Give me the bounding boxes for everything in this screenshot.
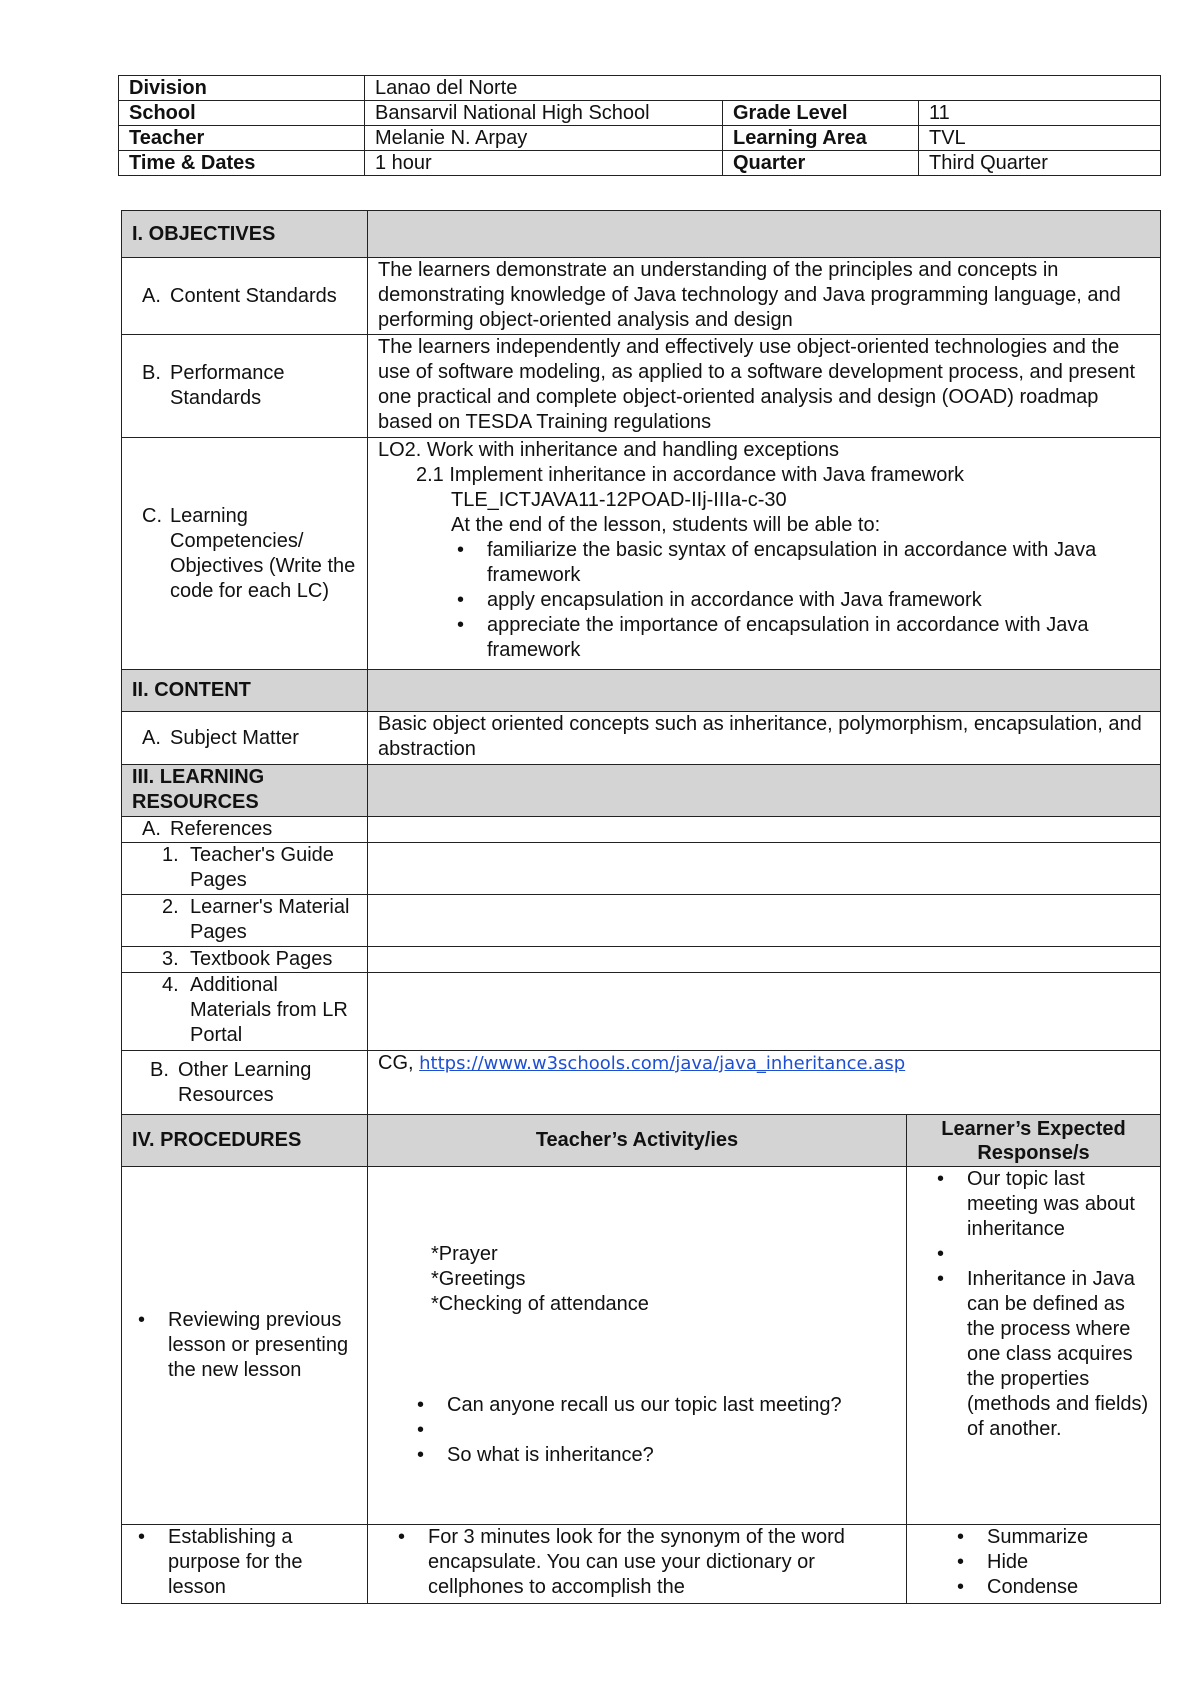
establishing-label-cell xyxy=(122,1525,368,1604)
teachers-guide-label-cell xyxy=(122,843,368,895)
list-item: • Summarize xyxy=(951,1525,1150,1550)
list-spacer xyxy=(411,1418,896,1443)
division-label: Division xyxy=(119,76,365,101)
teachers-guide-blank xyxy=(368,843,1161,895)
objectives-list xyxy=(378,538,1150,663)
learning-competencies-cell xyxy=(368,438,1161,670)
objectives-blank xyxy=(368,211,1161,258)
list-item: • familiarize the basic syntax of encapsulation in accordance with Java framework xyxy=(451,538,1150,588)
teacher-activity-header: Teacher’s Activity/ies xyxy=(368,1115,907,1167)
content-title: II. CONTENT xyxy=(122,670,368,712)
other-resources-label-cell xyxy=(122,1051,368,1115)
learning-resources-title: III. LEARNING RESOURCES xyxy=(132,766,265,813)
competency-code: TLE_ICTJAVA11-12POAD-IIj-IIIa-c-30 xyxy=(451,489,787,511)
greetings-text: *Greetings xyxy=(431,1268,526,1290)
additional-materials-number: 4. xyxy=(162,974,179,996)
other-resources-label: Other Learning Resources xyxy=(178,1058,312,1106)
time-dates-value: 1 hour xyxy=(365,151,723,176)
division-value: Lanao del Norte xyxy=(365,76,1161,101)
learners-material-row xyxy=(122,895,1161,947)
teachers-guide-number: 1. xyxy=(162,844,179,866)
references-label-cell xyxy=(122,817,368,843)
references-number: A. xyxy=(142,818,161,840)
textbook-label: Textbook Pages xyxy=(190,948,333,970)
section-procedures xyxy=(122,1115,1161,1167)
performance-standards-text: The learners independently and effectively use object-oriented technologies and the use of software modeling, as applied to a software development process, and present one practical and complete object-oriented analysis and design (OOAD) roadmap based on TESDA Training regulations xyxy=(368,335,1161,438)
textbook-blank xyxy=(368,947,1161,973)
learning-competencies-number: C. xyxy=(142,504,162,527)
objectives-title: I. OBJECTIVES xyxy=(122,211,368,258)
school-label: School xyxy=(119,101,365,126)
establishing-response-cell xyxy=(907,1525,1161,1604)
grade-level-value: 11 xyxy=(919,101,1161,126)
teachers-guide-row xyxy=(122,843,1161,895)
learning-outcome: LO2. Work with inheritance and handling exceptions xyxy=(378,439,840,461)
other-resources-row xyxy=(122,1051,1161,1115)
list-item: • Can anyone recall us our topic last meeting? xyxy=(411,1393,896,1418)
objectives-intro: At the end of the lesson, students will be able to: xyxy=(451,514,881,536)
reviewing-row xyxy=(122,1167,1161,1525)
other-resources-cell xyxy=(368,1051,1161,1115)
learners-material-number: 2. xyxy=(162,896,179,918)
list-item: • Condense xyxy=(951,1575,1150,1600)
header-table xyxy=(118,75,1161,176)
quarter-value: Third Quarter xyxy=(919,151,1161,176)
list-item: • So what is inheritance? xyxy=(411,1443,896,1468)
content-standards-label-cell xyxy=(122,258,368,335)
learning-competencies-label: Learning Competencies/ Objectives (Write the code for each LC) xyxy=(170,504,356,602)
performance-standards-label: Performance Standards xyxy=(170,362,285,409)
content-standards-text: The learners demonstrate an understanding of the principles and concepts in demonstrating knowledge of Java technology and Java programming language, and performing object-oriented analysis and design xyxy=(368,258,1161,335)
learning-competencies-row xyxy=(122,438,1161,670)
attendance-text: *Checking of attendance xyxy=(431,1293,649,1315)
learners-material-label-cell xyxy=(122,895,368,947)
school-value: Bansarvil National High School xyxy=(365,101,723,126)
learning-area-label: Learning Area xyxy=(723,126,919,151)
learning-competencies-label-cell xyxy=(122,438,368,670)
learning-resources-blank xyxy=(368,765,1161,817)
reviewing-response-cell xyxy=(907,1167,1161,1525)
subject-matter-number: A. xyxy=(142,726,161,749)
other-resources-prefix: CG, xyxy=(378,1052,420,1074)
textbook-number: 3. xyxy=(162,948,179,970)
establishing-activity: • For 3 minutes look for the synonym of the word encapsulate. You can use your dictionary or cellphones to accomplish the xyxy=(392,1525,896,1600)
content-standards-label: Content Standards xyxy=(170,284,337,307)
section-objectives xyxy=(122,211,1161,258)
list-item: • appreciate the importance of encapsulation in accordance with Java framework xyxy=(451,613,1150,663)
time-dates-label: Time & Dates xyxy=(119,151,365,176)
teacher-label: Teacher xyxy=(119,126,365,151)
list-item: • Inheritance in Java can be defined as the process where one class acquires the properties (methods and fields) of another. xyxy=(931,1267,1150,1442)
learners-material-blank xyxy=(368,895,1161,947)
textbook-label-cell xyxy=(122,947,368,973)
additional-materials-blank xyxy=(368,973,1161,1051)
header-row-teacher xyxy=(119,126,1161,151)
list-item: • Hide xyxy=(951,1550,1150,1575)
reviewing-activity-cell xyxy=(368,1167,907,1525)
learning-outcome-sub: 2.1 Implement inheritance in accordance with Java framework xyxy=(416,464,965,486)
w3schools-link[interactable]: https://www.w3schools.com/java/java_inheritance.asp xyxy=(419,1053,906,1074)
list-item: • apply encapsulation in accordance with Java framework xyxy=(451,588,1150,613)
content-standards-row xyxy=(122,258,1161,335)
header-row-division xyxy=(119,76,1161,101)
additional-materials-label-cell xyxy=(122,973,368,1051)
subject-matter-label: Subject Matter xyxy=(170,726,299,749)
establishing-activity-list xyxy=(378,1525,896,1600)
section-learning-resources xyxy=(122,765,1161,817)
additional-materials-row xyxy=(122,973,1161,1051)
section-content xyxy=(122,670,1161,712)
reviewing-label-cell xyxy=(122,1167,368,1525)
teachers-guide-label: Teacher's Guide Pages xyxy=(190,844,334,891)
procedures-title: IV. PROCEDURES xyxy=(122,1115,368,1167)
list-spacer xyxy=(931,1242,1150,1267)
subject-matter-label-cell xyxy=(122,712,368,765)
establishing-label-list xyxy=(132,1525,357,1600)
content-standards-number: A. xyxy=(142,284,161,307)
lesson-plan-table xyxy=(121,210,1161,1604)
prayer-text: *Prayer xyxy=(431,1243,498,1265)
learning-resources-title-cell xyxy=(122,765,368,817)
performance-standards-label-cell xyxy=(122,335,368,438)
header-row-school xyxy=(119,101,1161,126)
references-blank xyxy=(368,817,1161,843)
establishing-row xyxy=(122,1525,1161,1604)
subject-matter-text: Basic object oriented concepts such as inheritance, polymorphism, encapsulation, and abstraction xyxy=(368,712,1161,765)
learning-area-value: TVL xyxy=(919,126,1161,151)
performance-standards-number: B. xyxy=(142,362,161,384)
additional-materials-label: Additional Materials from LR Portal xyxy=(190,974,348,1046)
grade-level-label: Grade Level xyxy=(723,101,919,126)
establishing-responses xyxy=(917,1525,1150,1600)
reviewing-label-list xyxy=(132,1308,357,1383)
textbook-row xyxy=(122,947,1161,973)
reviewing-responses xyxy=(917,1167,1150,1442)
reviewing-label: • Reviewing previous lesson or presenting the new lesson xyxy=(132,1308,357,1383)
performance-standards-row xyxy=(122,335,1161,438)
learners-material-label: Learner's Material Pages xyxy=(190,896,350,943)
references-row xyxy=(122,817,1161,843)
establishing-label: • Establishing a purpose for the lesson xyxy=(132,1525,357,1600)
references-label: References xyxy=(170,818,273,840)
list-item: • Our topic last meeting was about inheritance xyxy=(931,1167,1150,1242)
learner-response-header: Learner’s Expected Response/s xyxy=(907,1115,1161,1167)
reviewing-questions xyxy=(378,1393,896,1468)
subject-matter-row xyxy=(122,712,1161,765)
quarter-label: Quarter xyxy=(723,151,919,176)
header-row-time xyxy=(119,151,1161,176)
establishing-activity-cell xyxy=(368,1525,907,1604)
other-resources-number: B. xyxy=(150,1058,169,1081)
teacher-value: Melanie N. Arpay xyxy=(365,126,723,151)
content-blank xyxy=(368,670,1161,712)
